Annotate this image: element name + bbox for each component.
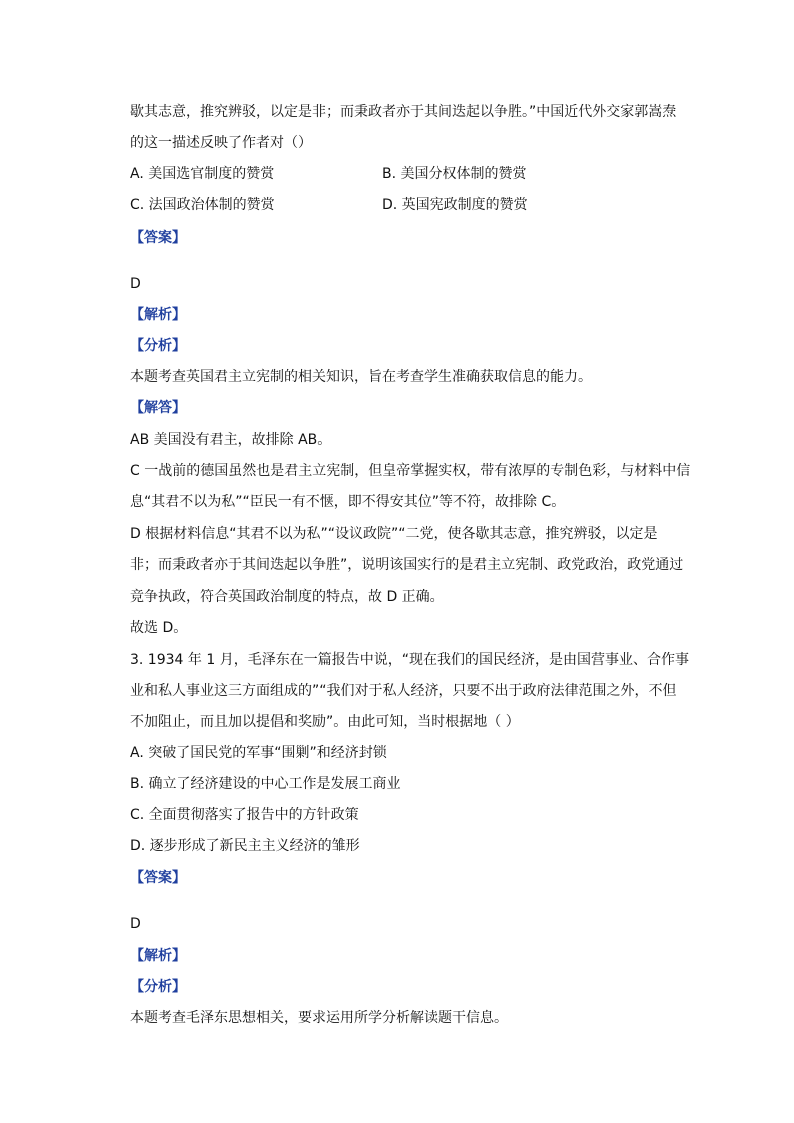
q2-solution-c-line-1: C 一战前的德国虽然也是君主立宪制，但皇帝掌握实权，带有浓厚的专制色彩，与材料中信 <box>130 463 691 479</box>
q2-conclusion: 故选 D。 <box>130 620 188 636</box>
q2-answer: D <box>130 276 141 292</box>
q2-stem-line-2: 的这一描述反映了作者对（） <box>130 135 312 151</box>
q2-solution-heading: 【解答】 <box>130 400 186 416</box>
q2-solution-d-line-3: 竞争执政，符合英国政治制度的特点，故 D 正确。 <box>130 589 444 605</box>
q3-analysis-heading: 【分析】 <box>130 979 186 995</box>
q3-option-c: C. 全面贯彻落实了报告中的方针政策 <box>130 807 359 823</box>
q3-stem-line-2: 业和私人事业这三方面组成的”“我们对于私人经济，只要不出于政府法律范围之外，不但 <box>130 683 677 699</box>
q2-option-b: B. 美国分权体制的赞赏 <box>382 166 527 182</box>
q2-solution-d-line-2: 非；而秉政者亦于其间迭起以争胜”，说明该国实行的是君主立宪制、政党政治，政党通过 <box>130 557 684 573</box>
q2-analysis-heading: 【分析】 <box>130 338 186 354</box>
q3-answer-heading: 【答案】 <box>130 870 186 886</box>
q3-option-d: D. 逐步形成了新民主主义经济的雏形 <box>130 838 360 854</box>
q2-stem-line-1: 歇其志意，推究辨驳，以定是非；而秉政者亦于其间迭起以争胜。”中国近代外交家郭嵩焘 <box>130 104 677 120</box>
q2-option-c: C. 法国政治体制的赞赏 <box>130 197 275 213</box>
q2-explanation-heading: 【解析】 <box>130 307 186 323</box>
q2-option-d: D. 英国宪政制度的赞赏 <box>382 197 528 213</box>
q3-answer: D <box>130 916 141 932</box>
q2-solution-c-line-2: 息“其君不以为私”“臣民一有不惬，即不得安其位”等不符，故排除 C。 <box>130 494 566 510</box>
q3-analysis-text: 本题考查毛泽东思想相关，要求运用所学分析解读题干信息。 <box>130 1010 508 1026</box>
q2-analysis-text: 本题考查英国君主立宪制的相关知识，旨在考查学生准确获取信息的能力。 <box>130 369 592 385</box>
q2-answer-heading: 【答案】 <box>130 230 186 246</box>
q3-explanation-heading: 【解析】 <box>130 948 186 964</box>
q3-option-b: B. 确立了经济建设的中心工作是发展工商业 <box>130 776 401 792</box>
q3-stem-line-1: 3. 1934 年 1 月，毛泽东在一篇报告中说，“现在我们的国民经济，是由国营事业、合作事 <box>130 652 689 668</box>
q3-option-a: A. 突破了国民党的军事“围剿”和经济封锁 <box>130 745 387 761</box>
q2-solution-ab: AB 美国没有君主，故排除 AB。 <box>130 432 332 448</box>
q3-stem-line-3: 不加阻止，而且加以提倡和奖励”。由此可知，当时根据地（ ） <box>130 714 520 730</box>
q2-option-a: A. 美国选官制度的赞赏 <box>130 166 275 182</box>
q2-solution-d-line-1: D 根据材料信息“其君不以为私”“设议政院”“二党，使各歇其志意，推究辨驳，以定是 <box>130 526 658 542</box>
